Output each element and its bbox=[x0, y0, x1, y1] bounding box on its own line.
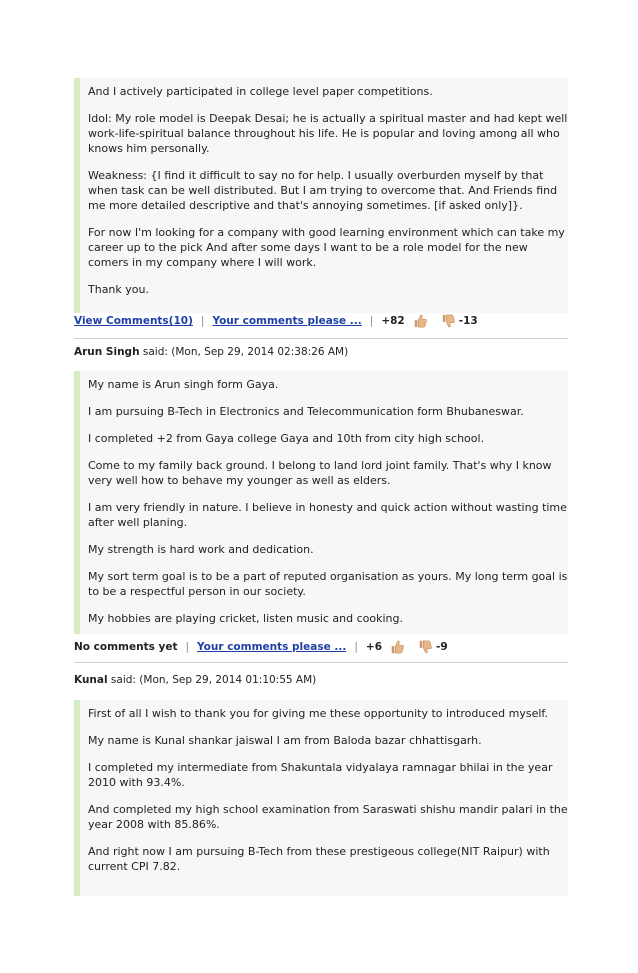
author-name: Kunal bbox=[74, 674, 108, 686]
comment-header-3 bbox=[74, 674, 568, 686]
comment-body-2 bbox=[74, 371, 568, 634]
separator: | bbox=[185, 641, 190, 653]
comment-footer-1 bbox=[74, 314, 568, 328]
divider bbox=[74, 662, 568, 663]
author-name: Arun Singh bbox=[74, 346, 140, 358]
comment-paragraph: My hobbies are playing cricket, listen music and cooking. bbox=[88, 612, 404, 625]
separator: | bbox=[369, 315, 374, 327]
comment-footer-2 bbox=[74, 640, 568, 654]
upvote-count: +82 bbox=[381, 315, 405, 327]
comment-body-1 bbox=[74, 78, 568, 313]
comment-header-2 bbox=[74, 346, 568, 358]
comment-paragraph: And completed my high school examination from Saraswati shishu mandir palari in the year 2008 with 85.86%. bbox=[88, 803, 568, 831]
thumbs-down-icon[interactable] bbox=[441, 314, 455, 328]
separator: | bbox=[354, 641, 358, 653]
comment-paragraph: Idol: My role model is Deepak Desai; he is actually a spiritual master and had kept well work-life-spiritual balance throughout his life. He is popular and loving among all who knows him personally. bbox=[88, 112, 568, 155]
downvote-count: -13 bbox=[458, 315, 478, 327]
comment-paragraph: I am pursuing B-Tech in Electronics and Telecommunication form Bhubaneswar. bbox=[88, 405, 524, 418]
comment-paragraph: I am very friendly in nature. I believe in honesty and quick action without wasting time after well planing. bbox=[88, 501, 567, 529]
view-comments-link[interactable]: View Comments(10) bbox=[74, 315, 193, 327]
comment-timestamp: said: (Mon, Sep 29, 2014 02:38:26 AM) bbox=[139, 346, 349, 358]
comment-paragraph: My name is Kunal shankar jaiswal I am from Baloda bazar chhattisgarh. bbox=[88, 734, 482, 747]
thumbs-down-icon[interactable] bbox=[418, 640, 432, 654]
comment-paragraph: Weakness: {I find it difficult to say no for help. I usually overburden myself by that when task can be well distributed. But I am trying to overcome that. And Friends find me more detailed descriptive and that's annoying sometimes. [if asked only]}. bbox=[88, 169, 558, 212]
your-comments-link[interactable]: Your comments please ... bbox=[212, 315, 362, 327]
comment-paragraph: And I actively participated in college level paper competitions. bbox=[88, 85, 433, 98]
thumbs-up-icon[interactable] bbox=[390, 640, 404, 654]
comment-paragraph: My sort term goal is to be a part of reputed organisation as yours. My long term goal is to be a respectful person in our society. bbox=[88, 570, 568, 598]
no-comments-text: No comments yet bbox=[74, 641, 178, 653]
comment-paragraph: First of all I wish to thank you for giving me these opportunity to introduced myself. bbox=[88, 707, 548, 720]
comment-body-3 bbox=[74, 700, 568, 896]
comment-paragraph: I completed +2 from Gaya college Gaya and 10th from city high school. bbox=[88, 432, 485, 445]
separator: | bbox=[200, 315, 205, 327]
comment-paragraph: For now I'm looking for a company with good learning environment which can take my career up to the pick And after some days I want to be a role model for the new comers in my company where I will work. bbox=[88, 226, 565, 269]
upvote-count: +6 bbox=[365, 641, 383, 653]
comment-paragraph: And right now I am pursuing B-Tech from these prestigeous college(NIT Raipur) with current CPI 7.82. bbox=[88, 845, 550, 873]
comment-timestamp: said: (Mon, Sep 29, 2014 01:10:55 AM) bbox=[107, 674, 317, 686]
comment-paragraph: My name is Arun singh form Gaya. bbox=[88, 378, 279, 391]
divider bbox=[74, 338, 568, 339]
thumbs-up-icon[interactable] bbox=[413, 314, 427, 328]
downvote-count: -9 bbox=[436, 641, 448, 653]
comment-paragraph: Come to my family back ground. I belong to land lord joint family. That's why I know very well how to behave my younger as well as elders. bbox=[88, 459, 552, 487]
comment-paragraph: My strength is hard work and dedication. bbox=[88, 543, 314, 556]
comment-paragraph: I completed my intermediate from Shakuntala vidyalaya ramnagar bhilai in the year 2010 with 93.4%. bbox=[88, 761, 553, 789]
your-comments-link[interactable]: Your comments please ... bbox=[197, 641, 347, 653]
comment-paragraph: Thank you. bbox=[88, 283, 149, 296]
